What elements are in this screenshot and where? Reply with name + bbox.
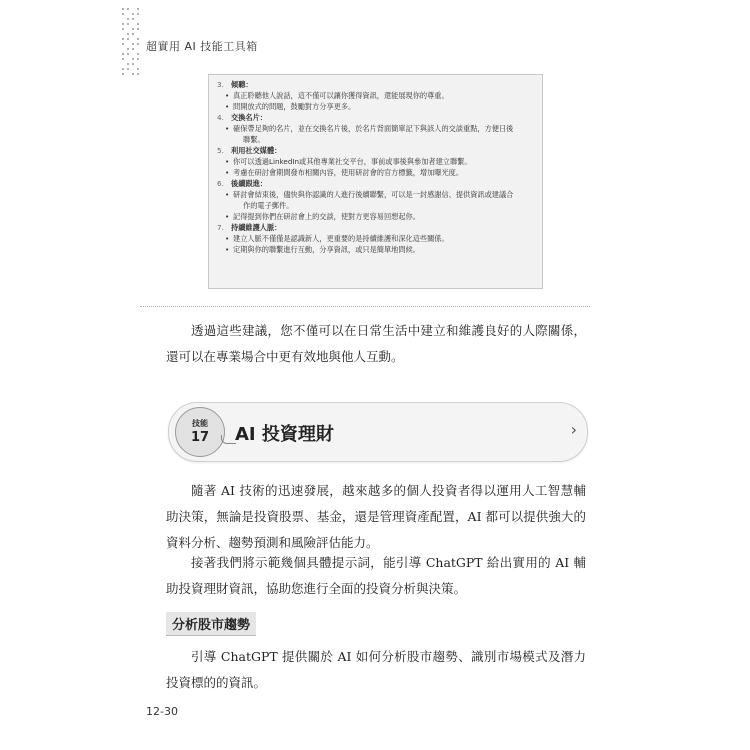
list-heading [217, 222, 534, 233]
list-heading-number: 6. [217, 179, 224, 188]
list-heading-number: 4. [217, 113, 224, 122]
list-heading [217, 112, 534, 123]
page-number: 12-30 [146, 705, 178, 718]
skill-badge-label: 技能 [192, 419, 208, 428]
list-item: • 定期與你的聯繫進行互動，分享資訊，或只是簡單地問候。 [217, 244, 534, 255]
list-heading-number: 7. [217, 223, 224, 232]
list-item: • 考慮在研討會期間發布相關內容，使用研討會的官方標籤，增加曝光度。 [217, 167, 534, 178]
paragraph-prompts: 接著我們將示範幾個具體提示詞，能引導 ChatGPT 給出實用的 AI 輔助投資理財資訊，協助您進行全面的投資分析與決策。 [166, 555, 586, 596]
embedded-screenshot [208, 74, 543, 289]
paragraph-summary: 透過這些建議，您不僅可以在日常生活中建立和維護良好的人際關係，還可以在專業場合中更有效地與他人互動。 [166, 323, 586, 364]
section-subheading: 分析股市趨勢 [166, 612, 256, 636]
list-heading-title: 利用社交媒體： [231, 146, 282, 155]
list-heading-title: 後續跟進： [231, 179, 267, 188]
skill-badge-number: 17 [190, 430, 210, 445]
list-item: • 你可以透過LinkedIn或其他專業社交平台，事前或事後與參加者建立聯繫。 [217, 156, 534, 167]
list-item: • 記得提到你們在研討會上的交談，使對方更容易回想起你。 [217, 211, 534, 222]
list-item: • 建立人脈不僅僅是認識新人，更重要的是持續維護和深化這些關係。 [217, 233, 534, 244]
list-item-continuation: 作的電子郵件。 [243, 201, 294, 210]
skill-badge [175, 407, 225, 457]
list-heading-title: 交換名片： [231, 113, 267, 122]
decorative-dots [122, 8, 142, 82]
list-heading [217, 79, 534, 90]
running-header: 超實用 AI 技能工具箱 [146, 40, 258, 53]
list-item: • 真正聆聽他人說話，這不僅可以讓你獲得資訊，還能展現你的尊重。 [217, 90, 534, 101]
list-heading-title: 傾聽： [231, 80, 253, 89]
list-heading [217, 145, 534, 156]
list-item: • 確保帶足夠的名片，並在交換名片後，於名片背面簡單記下與該人的交談重點，方便日後 [217, 123, 534, 134]
list-item-continuation: 聯繫。 [243, 135, 265, 144]
connector-line [221, 435, 236, 444]
dotted-divider [140, 306, 590, 307]
paragraph-intro: 隨著 AI 技術的迅速發展，越來越多的個人投資者得以運用人工智慧輔助決策，無論是投資股票、基金，還是管理資產配置，AI 都可以提供強大的資料分析、趨勢預測和風險評估能力。 [166, 483, 586, 550]
chevron-right-icon: › [570, 420, 577, 439]
list-heading-number: 3. [217, 80, 224, 89]
list-heading-title: 持續維護人脈： [231, 223, 282, 232]
list-item: • 研討會結束後，儘快與你認識的人進行後續聯繫，可以是一封感謝信、提供資訊或建議合 [217, 189, 534, 200]
paragraph-stock-trend: 引導 ChatGPT 提供關於 AI 如何分析股市趨勢、識別市場模式及潛力投資標的的資訊。 [166, 649, 586, 690]
skill-title: AI 投資理財 [235, 424, 334, 445]
list-heading [217, 178, 534, 189]
list-heading-number: 5. [217, 146, 224, 155]
skill-banner [168, 402, 588, 462]
list-item: • 問開放式的問題，鼓勵對方分享更多。 [217, 101, 534, 112]
